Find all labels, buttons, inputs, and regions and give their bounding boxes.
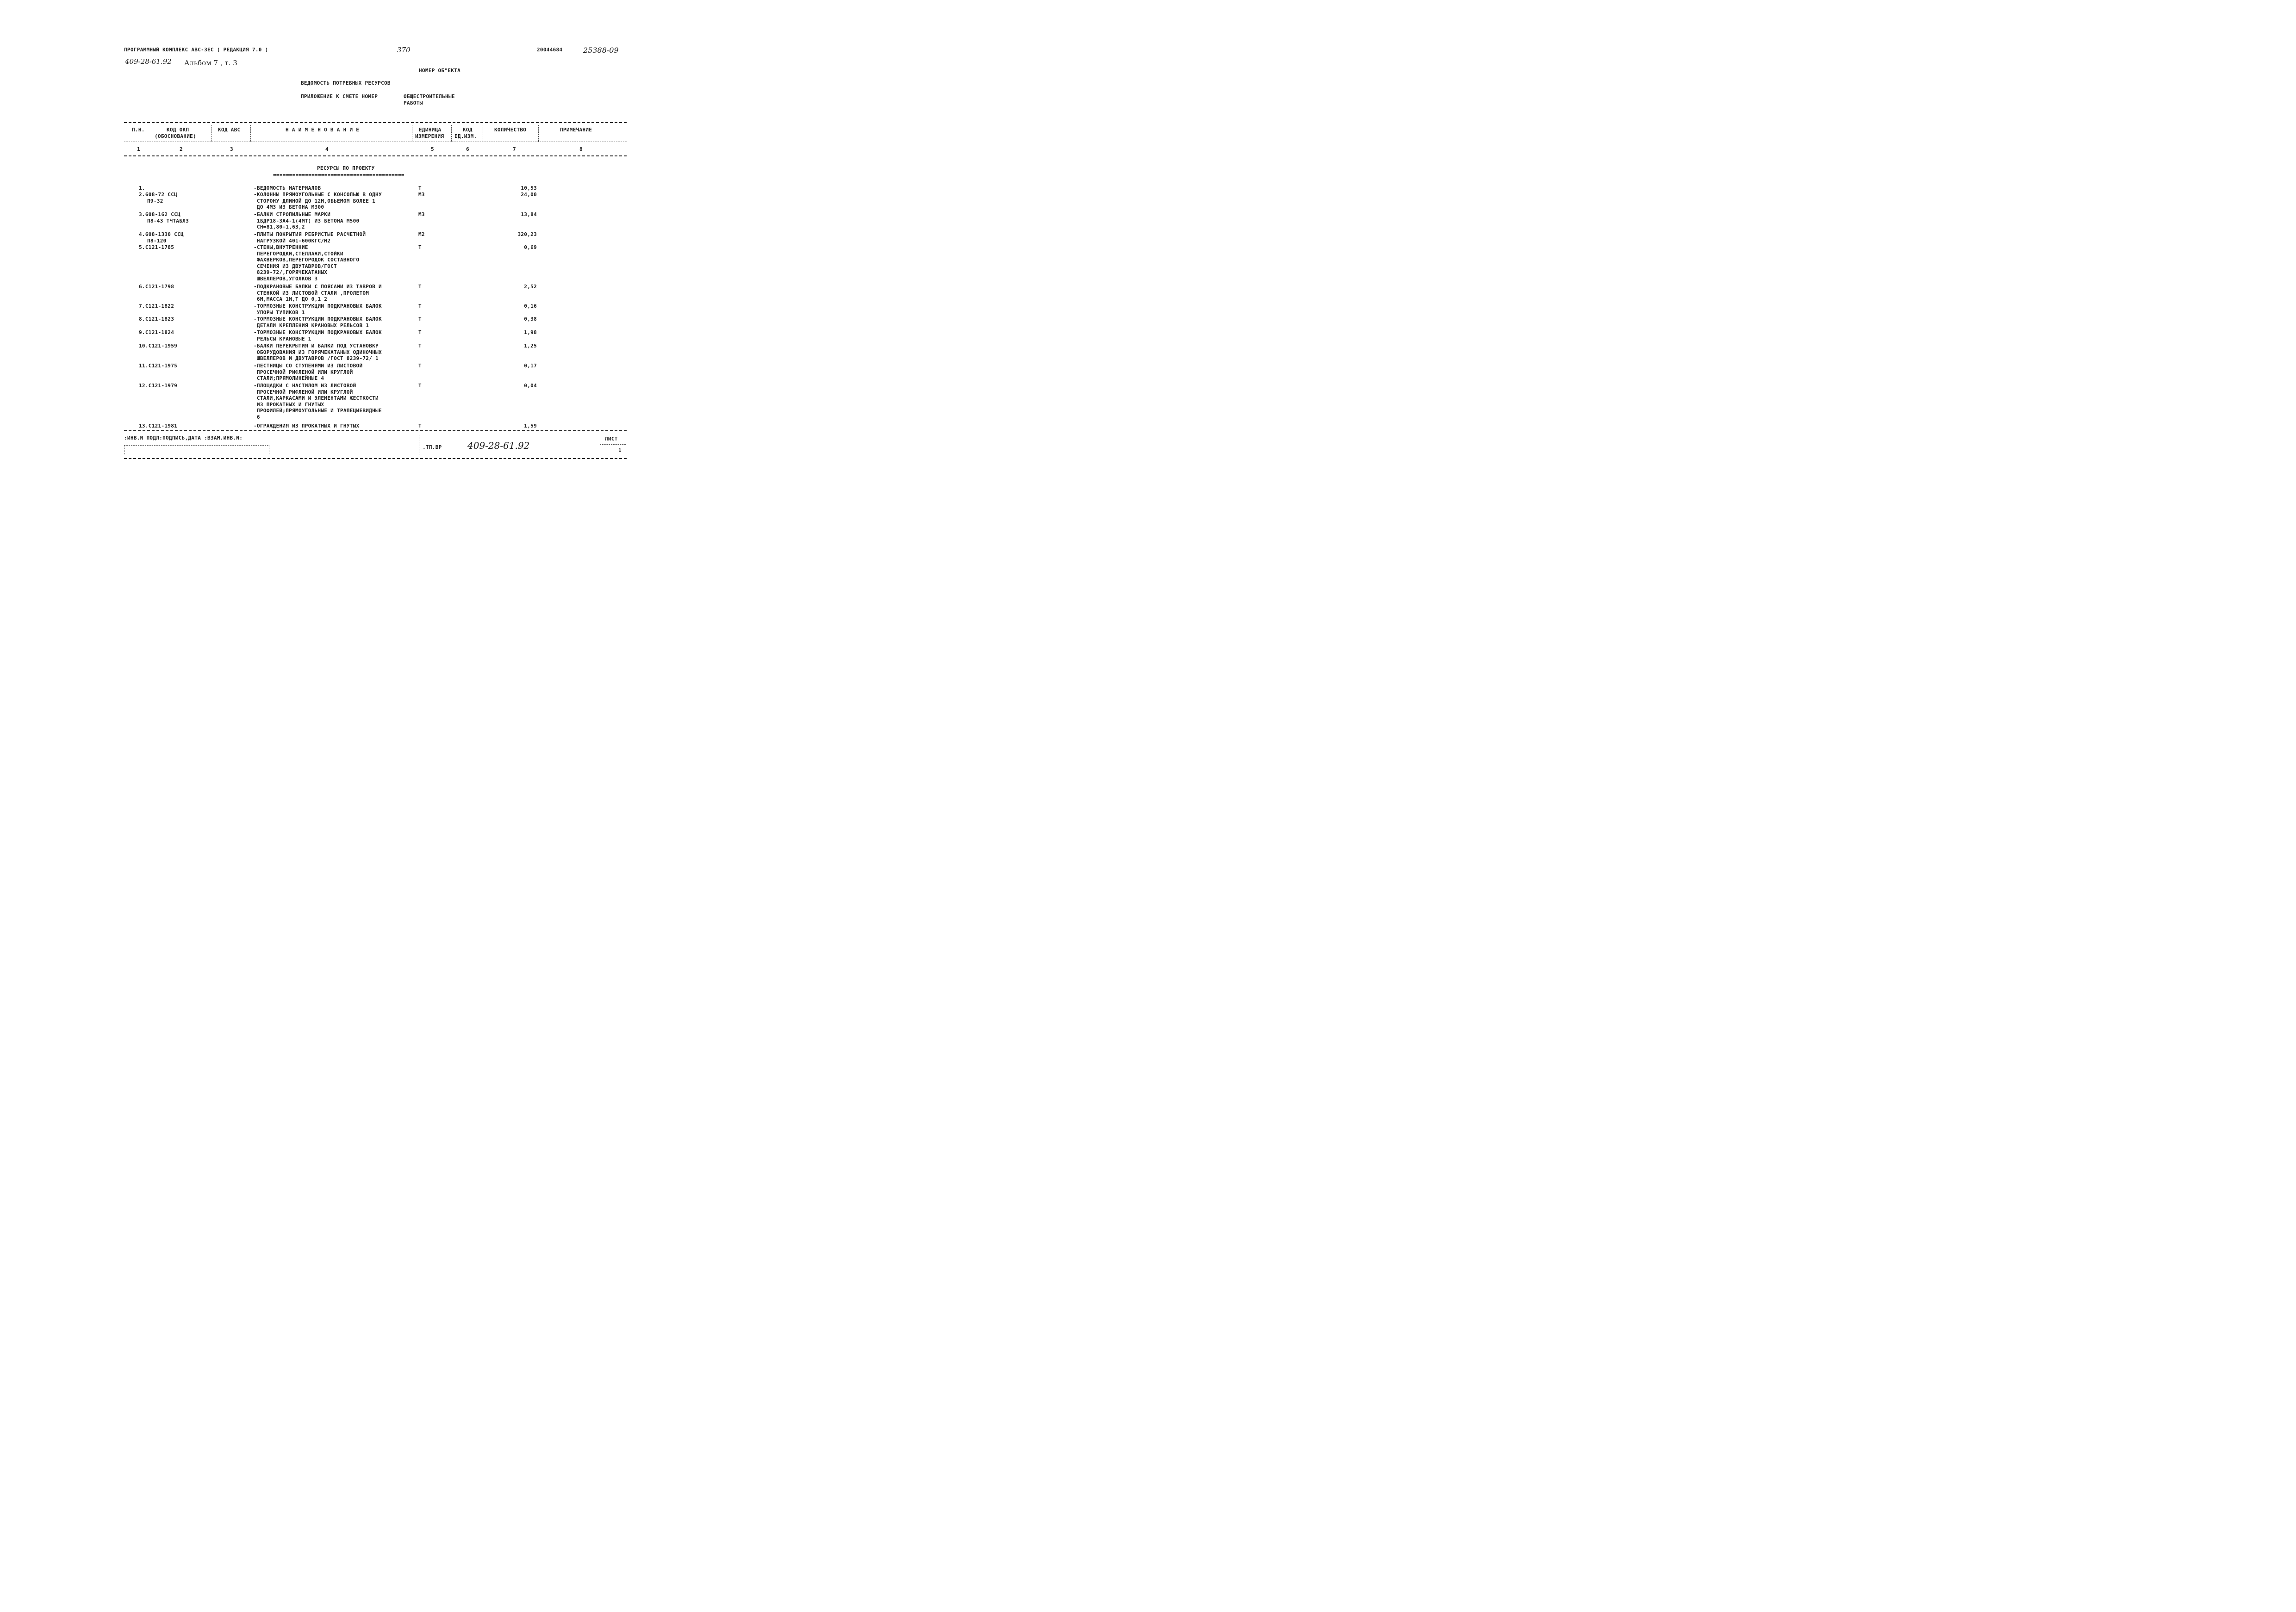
row-name-line: -ТОРМОЗНЫЕ КОНСТРУКЦИИ ПОДКРАНОВЫХ БАЛОК xyxy=(254,329,382,335)
album-label: Альбом 7 , т. 3 xyxy=(184,59,237,67)
row-code: 4.608-1330 ССЦ xyxy=(139,231,184,237)
col-number-5: 5 xyxy=(431,146,434,152)
footer-handwritten-code: 409-28-61.92 xyxy=(467,440,530,451)
row-code: 10.С121-1959 xyxy=(139,343,178,349)
row-name-line: СН=81,80+1,63,2 xyxy=(254,224,305,230)
row-quantity: 1,25 xyxy=(524,343,537,349)
row-unit: Т xyxy=(418,423,422,429)
col-header-unit-l1: ЕДИНИЦА xyxy=(419,127,442,133)
row-code: 9.С121-1824 xyxy=(139,329,174,335)
col-header-quantity: КОЛИЧЕСТВО xyxy=(494,127,527,133)
row-name-line: ОБОРУДОВАНИЯ ИЗ ГОРЯЧЕКАТАНЫХ ОДИНОЧНЫХ xyxy=(254,349,382,355)
row-name-line: ПЕРЕГОРОДКИ,СТЕЛЛАЖИ,СТОЙКИ xyxy=(254,250,343,257)
row-name-line: ПРОСЕЧНОЙ РИФЛЕНОЙ ИЛИ КРУГЛОЙ xyxy=(254,389,353,395)
handwritten-album-code: 409-28-61.92 xyxy=(125,57,172,66)
row-code: 3.608-162 ССЦ xyxy=(139,211,180,217)
col-header-unitcode-l2: ЕД.ИЗМ. xyxy=(454,133,477,139)
row-name xyxy=(254,303,382,316)
row-quantity: 1,59 xyxy=(524,423,537,429)
footer-stamp-cells xyxy=(124,445,269,454)
col-number-1: 1 xyxy=(137,146,140,152)
row-code-secondary: П8-43 ТЧТАБЛ3 xyxy=(147,218,189,224)
row-code: 11.С121-1975 xyxy=(139,363,178,369)
footer-top-rule xyxy=(124,430,627,431)
row-name-line: НАГРУЗКОЙ 401-600КГС/М2 xyxy=(254,237,331,244)
row-name xyxy=(254,363,362,382)
row-quantity: 0,04 xyxy=(524,383,537,389)
col-number-7: 7 xyxy=(513,146,516,152)
col-separator xyxy=(451,125,452,142)
row-quantity: 0,38 xyxy=(524,316,537,322)
row-unit: Т xyxy=(418,185,422,191)
row-code: 7.С121-1822 xyxy=(139,303,174,309)
row-quantity: 320,23 xyxy=(517,231,537,237)
footer-bottom-rule xyxy=(124,458,627,459)
handwritten-number: 25388-09 xyxy=(583,46,619,55)
col-separator xyxy=(538,125,539,142)
row-name-line: ДО 4М3 ИЗ БЕТОНА М300 xyxy=(254,204,324,210)
object-number-label: НОМЕР ОБ"ЕКТА xyxy=(419,68,460,74)
row-name-line: 6М,МАССА 1М,Т ДО 0,1 2 xyxy=(254,296,328,302)
row-unit: Т xyxy=(418,363,422,369)
row-unit: Т xyxy=(418,383,422,389)
row-name-line: СТОРОНУ ДЛИНОЙ ДО 12М,ОБЬЕМОМ БОЛЕЕ 1 xyxy=(254,198,376,204)
col-separator xyxy=(250,125,251,142)
row-quantity: 2,52 xyxy=(524,284,537,290)
row-name xyxy=(254,231,366,244)
col-header-pn: П.Н. xyxy=(132,127,145,133)
row-name-line: 1БДР18-3А4-1(4МТ) ИЗ БЕТОНА М500 xyxy=(254,217,360,224)
row-name xyxy=(254,343,382,362)
row-name-line: ШВЕЛЛЕРОВ,УГОЛКОВ 3 xyxy=(254,275,318,282)
sheet-value: 1 xyxy=(618,447,622,453)
row-name-line: ФАХВЕРКОВ,ПЕРЕГОРОДОК СОСТАВНОГО xyxy=(254,257,360,263)
row-name-line: ИЗ ПРОКАТНЫХ И ГНУТЫХ xyxy=(254,401,324,408)
sheet-label: ЛИСТ xyxy=(605,436,618,442)
row-quantity: 13,84 xyxy=(521,211,537,217)
row-name-line: -ВЕДОМОСТЬ МАТЕРИАЛОВ xyxy=(254,185,321,191)
row-unit: Т xyxy=(418,303,422,309)
row-name-line: -ПОДКРАНОВЫЕ БАЛКИ С ПОЯСАМИ ИЗ ТАВРОВ И xyxy=(254,284,382,290)
col-header-note: ПРИМЕЧАНИЕ xyxy=(560,127,592,133)
row-quantity: 1,98 xyxy=(524,329,537,335)
col-number-3: 3 xyxy=(230,146,233,152)
col-number-6: 6 xyxy=(466,146,469,152)
row-name xyxy=(254,192,382,211)
row-quantity: 24,00 xyxy=(521,192,537,198)
row-name-line: -БАЛКИ СТРОПИЛЬНЫЕ МАРКИ xyxy=(254,211,331,217)
row-name xyxy=(254,244,359,282)
footer-stamp-header: :ИНВ.N ПОДЛ:ПОДПИСЬ,ДАТА :ВЗАМ.ИНВ.N: xyxy=(124,435,243,441)
doc-code: 20044684 xyxy=(537,47,563,53)
row-code: 2.608-72 ССЦ xyxy=(139,192,178,198)
row-quantity: 10,53 xyxy=(521,185,537,191)
col-header-avs: КОД АВС xyxy=(218,127,241,133)
sheet-rule xyxy=(600,444,626,445)
section-title: РЕСУРСЫ ПО ПРОЕКТУ xyxy=(317,165,375,171)
row-unit: Т xyxy=(418,284,422,290)
row-unit: Т xyxy=(418,316,422,322)
row-name-line: -ПЛОЩАДКИ С НАСТИЛОМ ИЗ ЛИСТОВОЙ xyxy=(254,383,356,389)
row-name xyxy=(254,211,359,230)
row-name-line: 8239-72/,ГОРЯЧЕКАТАНЫХ xyxy=(254,269,328,275)
row-name-line: -ЛЕСТНИЦЫ СО СТУПЕНЯМИ ИЗ ЛИСТОВОЙ xyxy=(254,363,363,369)
footer-tp-label: .ТП.ВР xyxy=(423,444,442,450)
section-underline: ========================================= xyxy=(273,172,404,178)
estimate-appendix-label: ПРИЛОЖЕНИЕ К СМЕТЕ НОМЕР xyxy=(301,93,378,99)
row-name-line: СТЕНКОЙ ИЗ ЛИСТОВОЙ СТАЛИ ,ПРОЛЕТОМ xyxy=(254,290,369,296)
row-name xyxy=(254,423,359,429)
row-name-line: -ОГРАЖДЕНИЯ ИЗ ПРОКАТНЫХ И ГНУТЫХ xyxy=(254,423,360,429)
row-name-line: 6 xyxy=(254,414,260,420)
col-header-okp-l2: (ОБОСНОВАНИЕ) xyxy=(155,133,196,139)
row-code: 5.С121-1785 xyxy=(139,244,174,250)
row-name xyxy=(254,329,382,342)
row-unit: М2 xyxy=(418,231,425,237)
row-code: 12.С121-1979 xyxy=(139,383,178,389)
estimate-type-line2: РАБОТЫ xyxy=(404,100,423,106)
row-name-line: ПРОСЕЧНОЙ РИФЛЕНОЙ ИЛИ КРУГЛОЙ xyxy=(254,369,353,375)
row-name-line: -КОЛОННЫ ПРЯМОУГОЛЬНЫЕ С КОНСОЛЬЮ В ОДНУ xyxy=(254,192,382,198)
row-name-line: РЕЛЬСЫ КРАНОВЫЕ 1 xyxy=(254,335,311,342)
col-header-name: Н А И М Е Н О В А Н И Е xyxy=(286,127,360,133)
row-name xyxy=(254,316,382,329)
row-name xyxy=(254,284,382,303)
col-number-2: 2 xyxy=(180,146,183,152)
row-unit: Т xyxy=(418,343,422,349)
row-quantity: 0,17 xyxy=(524,363,537,369)
row-unit: Т xyxy=(418,244,422,250)
col-header-okp-l1: КОД ОКП xyxy=(167,127,189,133)
estimate-type-line1: ОБЩЕСТРОИТЕЛЬНЫЕ xyxy=(404,93,455,99)
page-number: 370 xyxy=(397,46,411,54)
col-header-unitcode-l1: КОД xyxy=(463,127,473,133)
row-name-line: ШВЕЛЛЕРОВ И ДВУТАВРОВ /ГОСТ 8239-72/ 1 xyxy=(254,355,379,361)
row-name-line: -ТОРМОЗНЫЕ КОНСТРУКЦИИ ПОДКРАНОВЫХ БАЛОК xyxy=(254,303,382,309)
row-unit: Т xyxy=(418,329,422,335)
row-name-line: СТАЛИ,КАРКАСАМИ И ЭЛЕМЕНТАМИ ЖЕСТКОСТИ xyxy=(254,395,379,401)
row-name-line: -СТЕНЫ,ВНУТРЕННИЕ xyxy=(254,244,308,250)
program-header: ПРОГРАММНЫЙ КОМПЛЕКС АВС-3ЕС ( РЕДАКЦИЯ 7.0 ) xyxy=(124,47,268,53)
row-unit: М3 xyxy=(418,211,425,217)
row-name-line: ДЕТАЛИ КРЕПЛЕНИЯ КРАНОВЫХ РЕЛЬСОВ 1 xyxy=(254,322,369,329)
col-number-8: 8 xyxy=(579,146,583,152)
document-title: ВЕДОМОСТЬ ПОТРЕБНЫХ РЕСУРСОВ xyxy=(301,80,391,86)
row-name xyxy=(254,383,382,420)
row-quantity: 0,69 xyxy=(524,244,537,250)
row-code: 6.С121-1798 xyxy=(139,284,174,290)
header-bottom-rule xyxy=(124,155,627,156)
table-top-rule xyxy=(124,122,627,123)
row-code-secondary: П8-120 xyxy=(147,238,167,244)
row-name-line: СТАЛИ;ПРЯМОЛИНЕЙНЫЕ 4 xyxy=(254,375,324,381)
row-name-line: УПОРЫ ТУПИКОВ 1 xyxy=(254,309,305,316)
row-name-line: СЕЧЕНИЯ ИЗ ДВУТАВРОВ/ГОСТ xyxy=(254,263,337,269)
col-number-4: 4 xyxy=(325,146,329,152)
row-code: 13.С121-1981 xyxy=(139,423,178,429)
col-header-unit-l2: ИЗМЕРЕНИЯ xyxy=(415,133,444,139)
row-name-line: -ПЛИТЫ ПОКРЫТИЯ РЕБРИСТЫЕ РАСЧЕТНОЙ xyxy=(254,231,366,237)
row-name xyxy=(254,185,321,192)
row-code: 8.С121-1823 xyxy=(139,316,174,322)
row-code-secondary: П9-32 xyxy=(147,198,163,204)
row-name-line: -БАЛКИ ПЕРЕКРЫТИЯ И БАЛКИ ПОД УСТАНОВКУ xyxy=(254,343,379,349)
row-quantity: 0,16 xyxy=(524,303,537,309)
row-name-line: ПРОФИЛЕЙ;ПРЯМОУГОЛЬНЫЕ И ТРАПЕЦИЕВИДНЫЕ xyxy=(254,408,382,414)
row-unit: М3 xyxy=(418,192,425,198)
row-code: 1. xyxy=(139,185,145,191)
row-name-line: -ТОРМОЗНЫЕ КОНСТРУКЦИИ ПОДКРАНОВЫХ БАЛОК xyxy=(254,316,382,322)
